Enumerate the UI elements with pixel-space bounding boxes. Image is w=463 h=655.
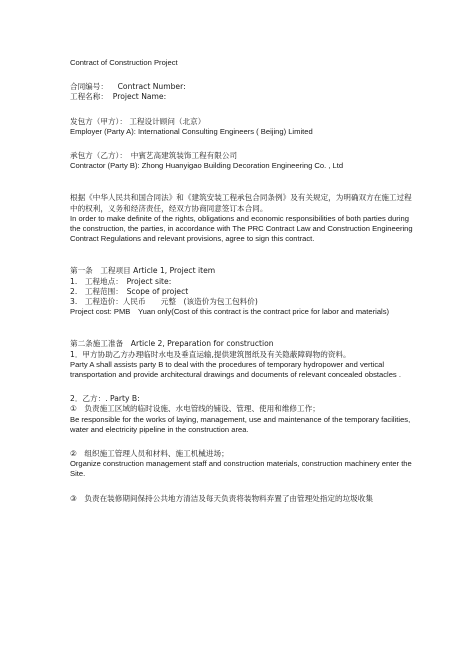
project-name-line (70, 92, 419, 102)
contractor-cn: 承包方（乙方）： 中賓艺高建筑装饰工程有限公司 (70, 151, 238, 161)
employer-en: Employer (Party A): International Consulting Engineers ( Beijing) Limited (70, 126, 313, 136)
article-1-heading: 第一条 工程项目 Article 1, Project item (70, 266, 216, 276)
article-2-bullet-1-cn: ① 负责施工区域的临时设施、水电管线的铺设、管理、使用和维修工作； (70, 404, 320, 414)
contract-number-en: Contract Number: (117, 82, 186, 92)
contractor-en: Contractor (Party B): Zhong Huanyigao Building Decoration Engineering Co. , Ltd (70, 161, 344, 171)
project-name-cn: 工程名称： (70, 92, 108, 102)
preamble-cn: 根据《中华人民共和国合同法》和《建筑安装工程承包合同条例》及有关规定，为明确双方在施工过程中的权利，义务和经济责任，经双方协商同意签订本合同。 (70, 193, 412, 213)
article-2-bullet-1-en: Be responsible for the works of laying, management, use and maintenance of the temporary facilities, water and electricity pipeline in the construction area. (70, 414, 411, 434)
document-title: Contract of Construction Project (70, 58, 178, 67)
preamble-en: In order to make definite of the rights, obligations and economic responsibilities of both parties during the construction, the parties, in accordance with The PRC Contract Law and Construction Engineering Contract Regulations and relevant provisions, agree to sign this contract. (70, 213, 413, 244)
contract-number-line (70, 82, 419, 92)
article-1-item-1: 1. 工程地点： Project site: (70, 276, 172, 286)
contract-number-cn: 合同编号： (70, 82, 108, 92)
project-name-en: Project Name: (112, 92, 167, 102)
article-2-para-1-cn: 1．甲方协助乙方办理临时水电及垂直运输,提供建筑图纸及有关隐蔽障碍物的资料。 (70, 349, 351, 359)
article-2-heading: 第二条施工准备 Article 2, Preparation for construction (70, 339, 274, 349)
article-2-para-1-en: Party A shall assists party B to deal with the procedures of temporary hydropower and vertical transportation and provide architectural drawings and documents of relevant concealed obstacles . (70, 359, 401, 380)
article-2-party-b: 2．乙方：. Party B: (70, 394, 140, 404)
article-1-item-2: 2. 工程范围： Scope of project (70, 286, 189, 296)
article-2-bullet-2-en: Organize construction management staff and construction materials, construction machinery enter the Site. (70, 459, 412, 479)
article-2-bullet-3-cn: ③ 负责在装修期间保持公共地方清洁及每天负责将装物料弃置了由管理处指定的垃圾收集 (70, 493, 373, 503)
article-1-item-3: 3. 工程造价：人民币 元整 (该造价为包工包料价) (70, 297, 258, 307)
article-1-cost-en: Project cost: PMB Yuan only(Cost of this contract is the contract price for labor and materials) (70, 307, 390, 317)
article-2-bullet-2-cn: ② 组织施工管理人员和材料、施工机械进场； (70, 449, 229, 459)
employer-cn: 发包方（甲方）： 工程设计顾问（北京） (70, 116, 206, 126)
